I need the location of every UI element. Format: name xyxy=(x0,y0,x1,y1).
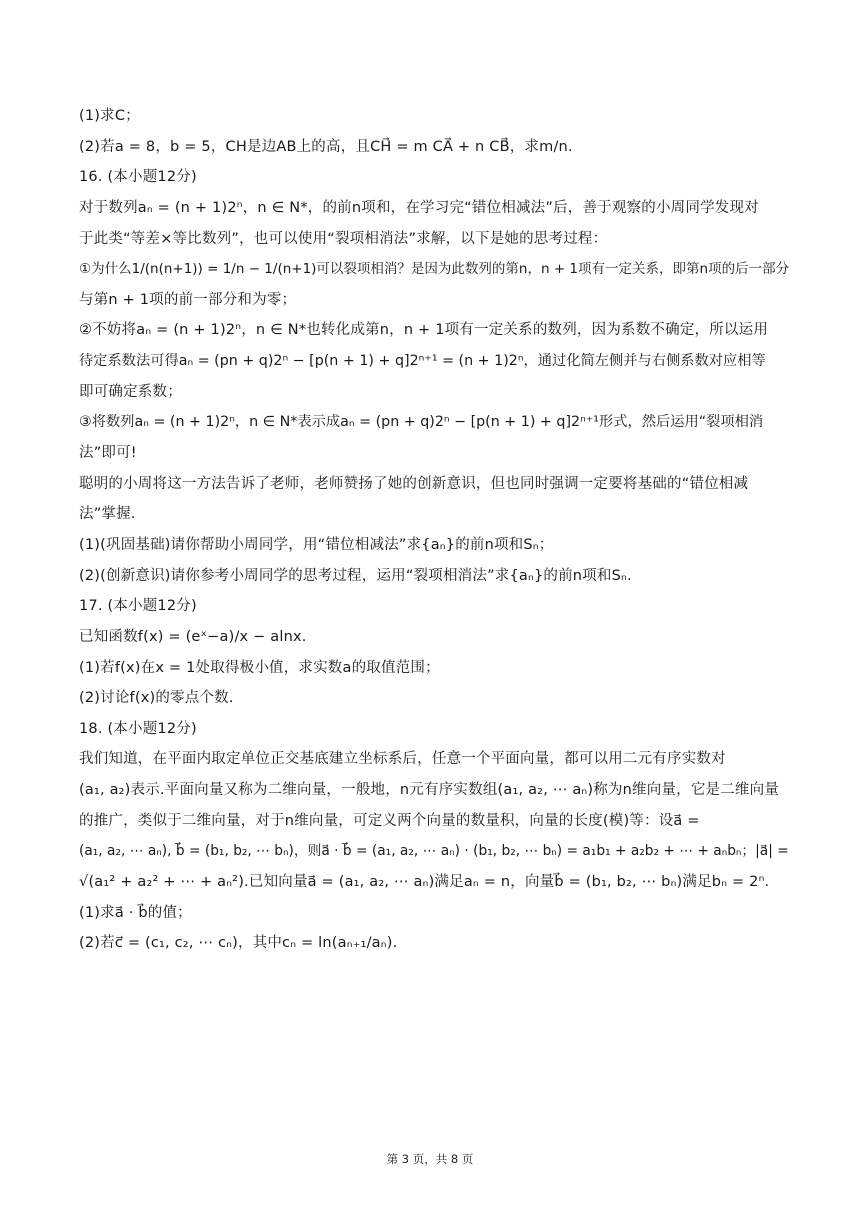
text-line: (2)若a = 8，b = 5，CH是边AB上的高，且CH⃗ = m CA⃗ + n CB⃗，求m/n. xyxy=(79,138,573,155)
page-footer: 第 3 页，共 8 页 xyxy=(386,1152,474,1166)
text-line: 聪明的小周将这一方法告诉了老师，老师赞扬了她的创新意识，但也同时强调一定要将基础的“错位相减 xyxy=(79,475,749,492)
text-line: ②不妨将aₙ = (n + 1)2ⁿ，n ∈ N*也转化成第n，n + 1项有一定关系的数列，因为系数不确定，所以运用 xyxy=(79,322,769,339)
text-line: 的推广，类似于二维向量，对于n维向量，可定义两个向量的数量积，向量的长度(模)等：设a⃗ = xyxy=(79,812,700,829)
text-line: (2)(创新意识)请你参考小周同学的思考过程，运用“裂项相消法”求{aₙ}的前n项和Sₙ. xyxy=(79,567,632,584)
question-heading: 16. (本小题12分) xyxy=(79,169,197,186)
text-line: 我们知道，在平面内取定单位正交基底建立坐标系后，任意一个平面向量，都可以用二元有序实数对 xyxy=(79,751,726,768)
text-line: (a₁, a₂)表示.平面向量又称为二维向量，一般地，n元有序实数组(a₁, a₂, ⋯ aₙ)称为n维向量，它是二维向量 xyxy=(79,782,780,799)
text-line: 与第n + 1项的前一部分和为零； xyxy=(79,291,297,308)
text-line: 法”掌握. xyxy=(79,506,136,523)
document-body xyxy=(79,106,789,953)
text-line: 于此类“等差×等比数列”，也可以使用“裂项相消法”求解，以下是她的思考过程： xyxy=(79,230,608,247)
question-heading: 17. (本小题12分) xyxy=(79,598,197,615)
text-line: 法”即可! xyxy=(79,445,137,462)
text-line: √(a₁² + a₂² + ⋯ + aₙ²).已知向量a⃗ = (a₁, a₂, ⋯ aₙ)满足aₙ = n，向量b⃗ = (b₁, b₂, ⋯ bₙ)满足bₙ = 2ⁿ. xyxy=(79,874,770,891)
text-line: (1)若f(x)在x = 1处取得极小值，求实数a的取值范围； xyxy=(79,659,440,676)
text-line: ①为什么1/(n(n+1)) = 1/n − 1/(n+1)可以裂项相消？是因为此数列的第n，n + 1项有一定关系，即第n项的后一部分 xyxy=(79,261,790,278)
text-line: (a₁, a₂, ⋯ aₙ), b⃗ = (b₁, b₂, ⋯ bₙ)，则a⃗ · b⃗ = (a₁, a₂, ⋯ aₙ) · (b₁, b₂, ⋯ bₙ) = a₁b₁ + a₂b₂ + ⋯ + aₙbₙ；|a⃗| = xyxy=(79,843,789,860)
text-line: (1)求C； xyxy=(79,108,140,124)
question-heading: 18. (本小题12分) xyxy=(79,720,197,737)
text-line: 即可确定系数； xyxy=(79,383,182,400)
text-line: (2)讨论f(x)的零点个数. xyxy=(79,690,234,707)
text-line: 待定系数法可得aₙ = (pn + q)2ⁿ − [p(n + 1) + q]2ⁿ⁺¹ = (n + 1)2ⁿ，通过化简左侧并与右侧系数对应相等 xyxy=(79,353,766,370)
text-line: (2)若c⃗ = (c₁, c₂, ⋯ cₙ)，其中cₙ = ln(aₙ₊₁/aₙ). xyxy=(79,935,398,952)
text-line: 对于数列aₙ = (n + 1)2ⁿ，n ∈ N*，的前n项和，在学习完“错位相减法”后，善于观察的小周同学发现对 xyxy=(79,199,759,216)
text-line: 已知函数f(x) = (eˣ−a)/x − alnx. xyxy=(79,628,307,645)
text-line: ③将数列aₙ = (n + 1)2ⁿ，n ∈ N*表示成aₙ = (pn + q)2ⁿ − [p(n + 1) + q]2ⁿ⁺¹形式，然后运用“裂项相消 xyxy=(79,414,764,431)
text-line: (1)求a⃗ · b⃗的值； xyxy=(79,904,192,921)
text-line: (1)(巩固基础)请你帮助小周同学，用“错位相减法”求{aₙ}的前n项和Sₙ； xyxy=(79,536,554,553)
